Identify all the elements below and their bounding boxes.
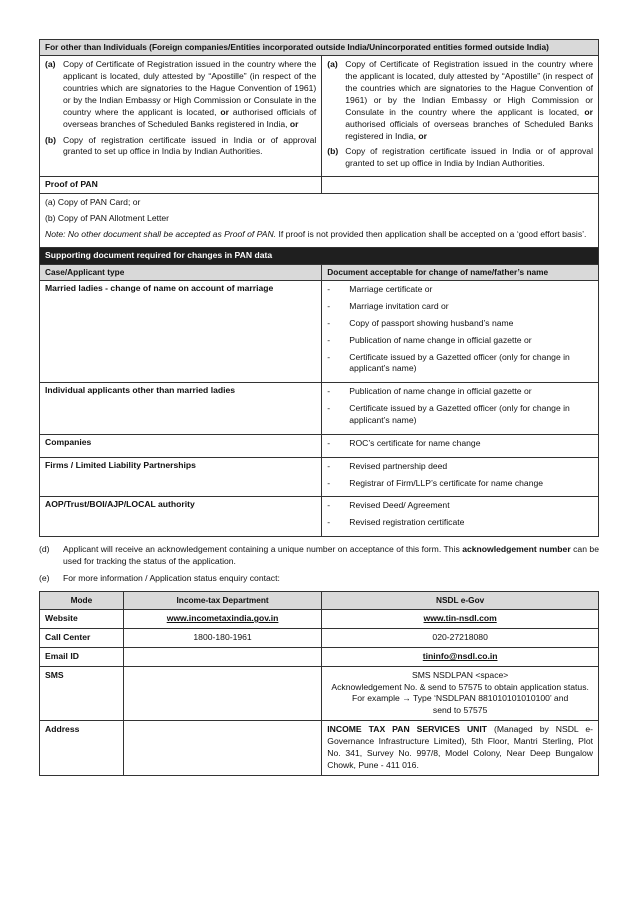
changes-row <box>40 434 599 457</box>
dash-bullet: - <box>327 334 331 345</box>
changes-col-case: Case/Applicant type <box>40 264 322 280</box>
foreign-right-cell <box>322 56 599 177</box>
changes-doc-item: - Registrar of Firm/LLP’s certificate for name change <box>327 477 544 488</box>
nsdl-website-link[interactable]: www.tin-nsdl.com <box>423 613 497 624</box>
changes-row <box>40 281 599 383</box>
paragraph-e: (e) For more information / Application status enquiry contact: <box>39 572 280 583</box>
contact-col-nsdl: NSDL e-Gov <box>322 591 599 609</box>
changes-header: Supporting document required for changes in PAN data <box>40 247 599 264</box>
changes-doc-item: - Publication of name change in official gazette or <box>327 334 532 345</box>
changes-case: AOP/Trust/BOI/AJP/LOCAL authority <box>40 497 322 537</box>
foreign-entities-table <box>39 39 599 248</box>
contact-row-address: Address INCOME TAX PAN SERVICES UNIT (Managed by NSDL e-Governance Infrastructure Limited), 5th Floor, Mantri Sterling, Plot No. 341, Survey No. 997/8, Model Colony, Near Deep Bungalow Chowk, Pune - 411 016. <box>40 721 599 775</box>
pan-proof-note: Note: No other document shall be accepted as Proof of PAN. If proof is not provided then application shall be accepted on a ‘good effort basis’. <box>45 228 587 239</box>
foreign-right-item-b: (b) Copy of registration certificate issued in India or of approval granted to set up office in India by Indian Authorities. <box>327 146 593 169</box>
dash-bullet: - <box>327 477 331 488</box>
changes-case: Firms / Limited Liability Partnerships <box>40 457 322 497</box>
changes-doc-item: - Marriage certificate or <box>327 284 433 295</box>
foreign-entities-header: For other than Individuals (Foreign companies/Entities incorporated outside India/Unincorporated entities formed outside India) <box>40 40 599 56</box>
dash-bullet: - <box>327 403 331 414</box>
contact-row-website: Website www.incometaxindia.gov.in www.tin-nsdl.com <box>40 610 599 629</box>
changes-doc-item: - Copy of passport showing husband’s name <box>327 317 514 328</box>
changes-docs <box>322 497 599 537</box>
changes-doc-item: - Publication of name change in official gazette or <box>327 386 532 397</box>
contact-row-call-center: Call Center 1800-180-1961 020-27218080 <box>40 629 599 648</box>
foreign-left-cell <box>40 56 322 177</box>
contact-col-mode: Mode <box>40 591 124 609</box>
changes-case: Companies <box>40 434 322 457</box>
dash-bullet: - <box>327 517 331 528</box>
changes-doc-item: - Certificate issued by a Gazetted officer (only for change in applicant’s name) <box>327 351 570 374</box>
incometax-call-number: 1800-180-1961 <box>123 629 321 648</box>
dash-bullet: - <box>327 317 331 328</box>
foreign-right-item-a: (a) Copy of Certificate of Registration issued in the country where the applicant is located, duly attested by “Apostille” (in respect of the countries which are signatories to the Hague Convention of 1961) or by the Indian Embassy or High Commission or Consulate in the country where the applicant is located, or authorised officials of overseas branches of Scheduled Banks registered in India, or <box>327 59 593 141</box>
dash-bullet: - <box>327 500 331 511</box>
changes-doc-item: - Certificate issued by a Gazetted officer (only for change in applicant’s name) <box>327 403 570 425</box>
pan-proof-item-a: (a) Copy of PAN Card; or <box>45 197 141 208</box>
changes-docs <box>322 281 599 383</box>
contact-row-sms: SMS SMS NSDLPAN <space> Acknowledgement No. & send to 57575 to obtain application status. For example → Type ‘NSDLPAN 881010101010100’ and send to 57575 <box>40 666 599 720</box>
changes-doc-item: - Marriage invitation card or <box>327 300 449 311</box>
changes-case: Married ladies - change of name on account of marriage <box>40 281 322 383</box>
changes-doc-item: - Revised partnership deed <box>327 460 448 471</box>
contact-table <box>39 591 599 776</box>
changes-col-docs: Document acceptable for change of name/father’s name <box>322 264 599 280</box>
nsdl-sms-instructions: SMS NSDLPAN <space> Acknowledgement No. & send to 57575 to obtain application status. For example → Type ‘NSDLPAN 881010101010100’ and send to 57575 <box>322 666 599 720</box>
contact-col-it: Income-tax Department <box>123 591 321 609</box>
incometax-website-link[interactable]: www.incometaxindia.gov.in <box>166 613 279 624</box>
dash-bullet: - <box>327 460 331 471</box>
changes-doc-item: - Revised registration certificate <box>327 517 465 528</box>
changes-docs <box>322 457 599 497</box>
changes-row <box>40 457 599 497</box>
dash-bullet: - <box>327 437 331 448</box>
changes-row <box>40 497 599 537</box>
document-page <box>39 39 599 776</box>
pan-proof-cell <box>40 194 599 248</box>
dash-bullet: - <box>327 386 331 397</box>
dash-bullet: - <box>327 351 331 362</box>
pan-proof-header: Proof of PAN <box>40 177 322 194</box>
nsdl-call-number: 020-27218080 <box>322 629 599 648</box>
foreign-left-item-a: (a) Copy of Certificate of Registration issued in the country where the applicant is located, duly attested by “Apostille” (in respect of the countries which are signatories to the Hague Convention of 1961) or by the Indian Embassy or High Commission or Consulate in the country where the applicant is located, or authorised officials of overseas branches of Scheduled Banks registered in India, or <box>45 59 317 129</box>
foreign-left-item-b: (b) Copy of registration certificate issued in India or of approval granted to set up office in India by Indian Authorities. <box>45 134 317 157</box>
changes-table <box>39 247 599 537</box>
changes-case: Individual applicants other than married ladies <box>40 383 322 435</box>
changes-doc-item: - Revised Deed/ Agreement <box>327 500 450 511</box>
changes-doc-item: - ROC’s certificate for name change <box>327 437 481 448</box>
changes-docs <box>322 434 599 457</box>
pan-proof-item-b: (b) Copy of PAN Allotment Letter <box>45 212 170 223</box>
changes-docs <box>322 383 599 435</box>
paragraph-d: (d) Applicant will receive an acknowledgement containing a unique number on acceptance of this form. This acknowledgement number can be used for tracking the status of the application. <box>39 544 599 566</box>
contact-row-email: Email ID tininfo@nsdl.co.in <box>40 647 599 666</box>
changes-row <box>40 383 599 435</box>
dash-bullet: - <box>327 284 331 295</box>
pan-proof-empty-cell <box>322 177 599 194</box>
nsdl-email-link[interactable]: tininfo@nsdl.co.in <box>422 650 498 661</box>
nsdl-address: INCOME TAX PAN SERVICES UNIT (Managed by NSDL e-Governance Infrastructure Limited), 5th Floor, Mantri Sterling, Plot No. 341, Survey No. 997/8, Model Colony, Near Deep Bungalow Chowk, Pune - 411 016. <box>322 721 599 775</box>
dash-bullet: - <box>327 300 331 311</box>
